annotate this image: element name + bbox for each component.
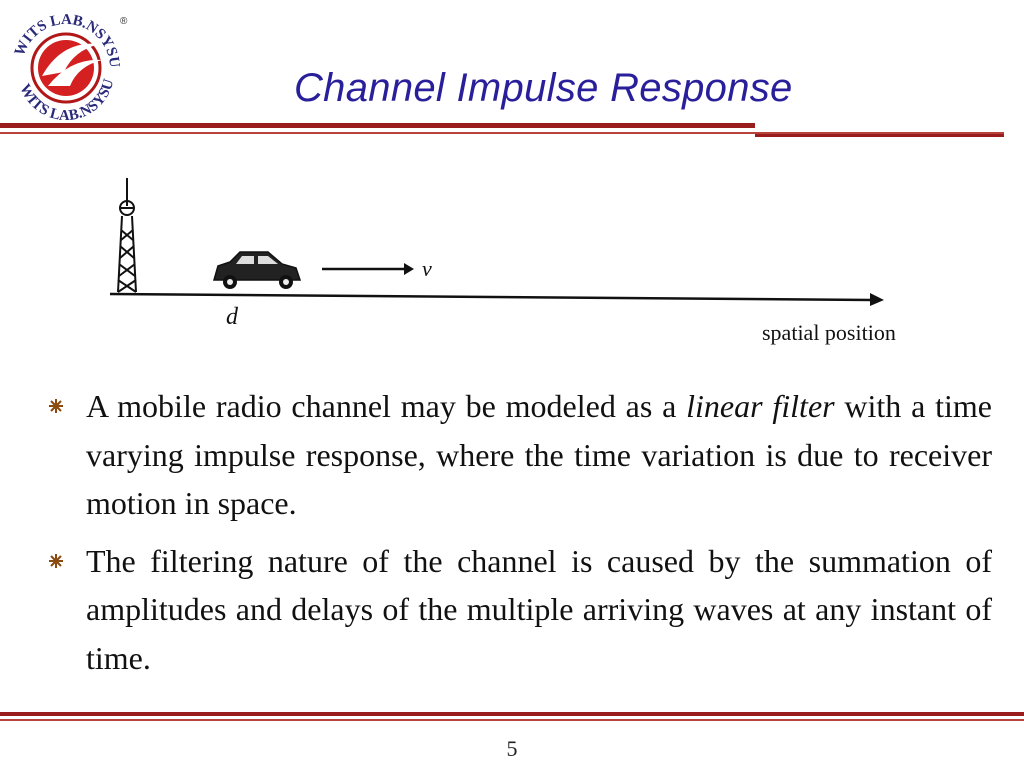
bullet-emphasis: linear filter [686, 388, 835, 424]
title-rule-right [755, 134, 1004, 137]
velocity-label: v [422, 256, 432, 281]
distance-label: d [226, 304, 238, 330]
bullet-marker-icon [48, 398, 64, 414]
slide-title: Channel Impulse Response [294, 66, 793, 110]
bullet-marker-icon [48, 553, 64, 569]
bullet-text-after: with a time varying impulse response, where the time variation is due to receiver motion in space. [86, 388, 992, 521]
footer-rule-thick [0, 712, 1024, 716]
bullet-text: The filtering nature of the channel is caused by the summation of amplitudes and delays of the multiple arriving waves at any instant of time. [86, 542, 992, 676]
page-number: 5 [506, 736, 518, 761]
svg-text:®: ® [120, 16, 128, 27]
bullet-item [48, 537, 992, 683]
bullet-text-before: A mobile radio channel may be modeled as a [86, 388, 687, 424]
logo-top-text: WITS LAB.NSYSU [11, 11, 123, 69]
transmitter-tower-icon [118, 178, 136, 292]
footer-rule-thin [0, 719, 1024, 721]
mobile-channel-figure [100, 170, 940, 355]
wits-lab-logo [4, 10, 128, 120]
logo-bottom-text: WITS LAB.NSYSU [16, 77, 118, 120]
car-icon [214, 252, 300, 289]
bullet-item [48, 382, 992, 528]
title-rule-thick [0, 123, 755, 128]
spatial-axis [110, 294, 872, 300]
bullet-list [48, 382, 992, 691]
spatial-position-label: spatial position [762, 320, 896, 345]
